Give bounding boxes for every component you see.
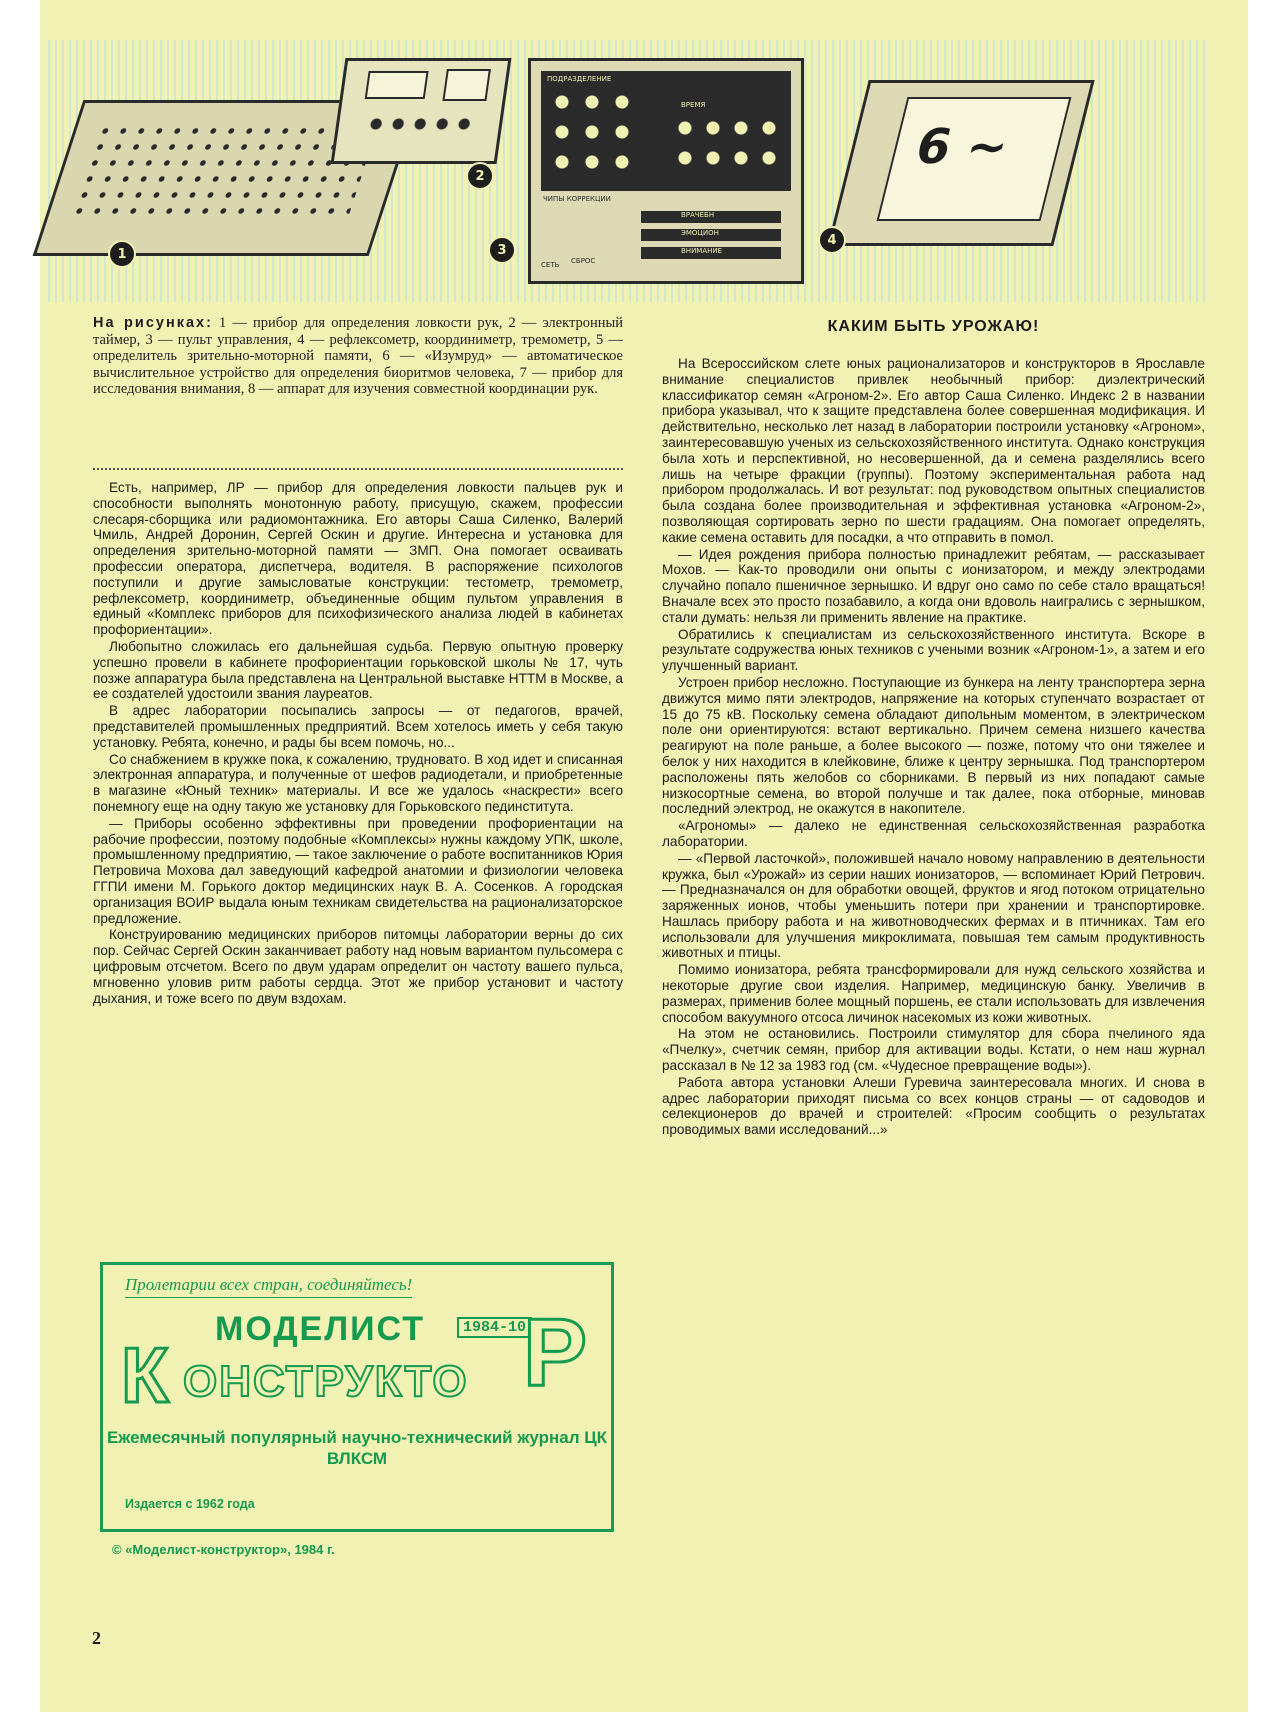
right-paragraph-8: На этом не остановились. Построили стимулятор для сбора пчелиного яда «Пчелку», счетчик семян, прибор для активации воды. Кстати, о нем наш журнал рассказал в № 12 за 1983 год (см. «Чудесное превращение воды»). xyxy=(662,1026,1205,1074)
magazine-masthead xyxy=(100,1262,614,1532)
console-strip-3: ВНИМАНИЕ xyxy=(641,247,781,259)
masthead-title-k: К xyxy=(121,1331,169,1419)
right-paragraph-3: Обратились к специалистам из сельскохозяйственного института. Вскоре в результате содружества юных техников с учеными возник «Агроном-1», а затем и его улучшенный вариант. xyxy=(662,626,1205,674)
left-paragraph-4: Со снабжением в кружке пока, к сожалению, трудновато. В ход идет и списанная электронная аппаратура, и полученные от шефов радиодетали, и приобретенные в магазине «Юный техник» материалы. И все же удалось «наскрести» всего понемногу еще на одну такую же установку для Горьковского пединститута. xyxy=(93,751,623,814)
right-paragraph-7: Помимо ионизатора, ребята трансформировали для нужд сельского хозяйства и некоторые другие свои изделия. Например, медицинскую банку. Увеличив в размерах, применив более мощный поршень, ее стали использовать для извлечения способом вакуумного отсоса личинок насекомых из кожи животных. xyxy=(662,962,1205,1025)
console-label-network: СЕТЬ xyxy=(541,261,560,269)
right-section-heading: КАКИМ БЫТЬ УРОЖАЮ! xyxy=(827,318,1040,335)
device-number-3: 3 xyxy=(488,236,516,264)
right-paragraph-4: Устроен прибор несложно. Поступающие из бункера на ленту транспортера зерна движутся мимо пяти электродов, напряжение на которых ступенчато возрастает от 15 до 75 кВ. Поскольку семена обладают дипольным моментом, в электрическом поле они ориентируются: встают вертикально. Причем семена низшего качества реагируют на поле раньше, а более высокого — позже, потому что они тяжелее и белок у них находится в клейковине, ближе к центру зернышка. Под транспортером расположены пять желобов со сборниками. В первый из них попадают самые низкосортные семена, во второй получше и так далее, пока отборные, миновав последний электрод, не окажутся в накопителе. xyxy=(662,674,1205,817)
device-number-2: 2 xyxy=(466,162,494,190)
caption-divider xyxy=(93,468,623,470)
devices-illustration xyxy=(48,40,1208,302)
page-number: 2 xyxy=(92,1628,101,1648)
console-label-time: ВРЕМЯ xyxy=(681,101,706,109)
masthead-slogan: Пролетарии всех стран, соединяйтесь! xyxy=(125,1275,412,1298)
masthead-description: Ежемесячный популярный научно-технический журнал ЦК ВЛКСМ xyxy=(106,1428,608,1468)
copyright-notice: © «Моделист-конструктор», 1984 г. xyxy=(112,1542,335,1557)
masthead-title-modelist: МОДЕЛИСТ xyxy=(215,1310,425,1348)
masthead-since: Издается с 1962 года xyxy=(125,1497,255,1511)
illustration-caption xyxy=(93,315,623,398)
console-label-subdivision: ПОДРАЗДЕЛЕНИЕ xyxy=(547,75,612,83)
console-strip-1: ВРАЧЕБН xyxy=(641,211,781,223)
right-paragraph-9: Работа автора установки Алеши Гуревича заинтересовала многих. И снова в адрес лаборатории приходят письма со всех концов страны — от садоводов и селекционеров до врачей и строителей: «Просим сообщить о результатах проводимых вами исследований...» xyxy=(662,1074,1205,1138)
masthead-title-r: Р xyxy=(523,1299,588,1406)
console-label-correction-chips: ЧИПЫ КОРРЕКЦИИ xyxy=(543,195,611,203)
device-control-console xyxy=(528,58,804,284)
right-paragraph-5: «Агрономы» — далеко не единственная сельскохозяйственная разработка лаборатории. xyxy=(662,818,1205,849)
biorhythm-wave: 6 ~ xyxy=(910,119,1015,175)
masthead-title-konstrukto: ОНСТРУКТО xyxy=(183,1357,469,1406)
console-label-reset: СБРОС xyxy=(571,257,596,265)
right-paragraph-2: — Идея рождения прибора полностью принадлежит ребятам, — рассказывает Мохов. — Как-то проводили они опыты с ионизатором, и между электродами случайно попало пшеничное зернышко. И вдруг оно само по себе стало вращаться! Вначале всех это просто позабавило, а когда они вдоволь наигрались с зернышком, стали думать: нельзя ли применить явление на практике. xyxy=(662,546,1205,625)
left-paragraph-1: Есть, например, ЛР — прибор для определения ловкости пальцев рук и способности выполнять монотонную работу, присущую, скажем, профессии слесаря-сборщика или радиомонтажника. Его авторы Саша Силенко, Валерий Чмиль, Андрей Доронин, Сергей Оскин и другие. Интересна и установка для определения зрительно-моторной памяти — ЗМП. Она помогает осваивать профессии оператора, диспетчера, водителя. В распоряжение психологов поступили и другие замысловатые конструкции: тестометр, тремометр, рефлексометр, координиметр, объединенные общим пультом управления в единый «Комплекс приборов для психофизического анализа людей в кабинетах профориентации». xyxy=(93,480,623,638)
device-number-1: 1 xyxy=(108,240,136,268)
left-paragraph-6: Конструированию медицинских приборов питомцы лаборатории верны до сих пор. Сейчас Сергей Оскин заканчивает работу над новым вариантом пульсомера с цифровым отсчетом. Всего по двум ударам определит он частоту вашего пульса, мгновенно уловив ритм работы сердца. Этот же прибор установит и частоту дыхания, и тоже всего по двум вздохам. xyxy=(93,927,623,1006)
left-paragraph-3: В адрес лаборатории посыпались запросы — от педагогов, врачей, представителей промышленных предприятий. Всем хотелось иметь у себя такую установку. Ребята, конечно, и рады бы всем помочь, но... xyxy=(93,703,623,750)
masthead-issue: 1984-10 xyxy=(457,1317,532,1338)
console-strip-2: ЭМОЦИОН xyxy=(641,229,781,241)
caption-text: 1 — прибор для определения ловкости рук, 2 — электронный таймер, 3 — пульт управления, 4 — рефлексометр, координиметр, тремометр, 5 — определитель зрительно-моторной памяти, 6 — «Изумруд» — автоматическое вычислительное устройство для определения биоритмов человека, 7 — прибор для исследования внимания, 8 — аппарат для изучения совместной координации рук. xyxy=(93,315,623,398)
device-biorhythm-screen xyxy=(827,80,1094,246)
left-paragraph-5: — Приборы особенно эффективны при проведении профориентации на рабочие профессии, поэтому подобные «Комплексы» нужны каждому УПК, школе, промышленному предприятию, — такое заключение о работе воспитанников Юрия Петровича Мохова дал заведующий кафедрой анатомии и физиологии человека ГГПИ имени М. Горького доктор медицинских наук В. А. Сосенков. А городская организация ВОИР выдала юным техникам свидетельства на рационализаторское предложение. xyxy=(93,815,623,926)
device-electronic-timer xyxy=(331,58,512,164)
left-article-column xyxy=(93,480,623,1007)
right-paragraph-1: На Всероссийском слете юных рационализаторов и конструкторов в Ярославле внимание специалистов привлек необычный прибор: диэлектрический классификатор семян «Агроном-2». Его автор Саша Силенко. Индекс 2 в названии прибора указывал, что к защите представлена более совершенная модификация. И действительно, несколько лет назад в лаборатории построили установку «Агроном», заинтересовавшую ученых из сельскохозяйственного института. Однако конструкция была хоть и перспективной, но несовершенной, да и семена разделялись всего лишь на четыре фракции (группы). Поэтому экспериментальная работа над прибором продолжалась. И вот результат: под руководством опытных специалистов была создана более производительная и эффективная установка «Агроном-2», позволяющая сортировать зерно по шести градациям. Она помогает определять, какие семена оставить для посадки, а что отправить в помол. xyxy=(662,356,1205,545)
left-paragraph-2: Любопытно сложилась его дальнейшая судьба. Первую опытную проверку успешно провели в кабинете профориентации горьковской школы № 17, чуть позже аппаратура была представлена на Центральной выставке НТТМ в Москве, а ее создателей удостоили звания лауреатов. xyxy=(93,638,623,702)
device-number-4: 4 xyxy=(818,226,846,254)
right-paragraph-6: — «Первой ласточкой», положившей начало новому направлению в деятельности кружка, был «Урожай» из серии наших ионизаторов, — вспоминает Юрий Петрович. — Предназначался он для обработки овощей, фруктов и ягод потоком отрицательно заряженных ионов, чтобы уменьшить потери при хранении и транспортировке. Нашлась прибору работа и на животноводческих фермах и в птичниках. Там его использовали для улучшения микроклимата, повышая тем самым продуктивность животных и птицы. xyxy=(662,850,1205,961)
caption-lead: На рисунках: xyxy=(93,315,213,331)
right-article-column xyxy=(662,356,1205,1139)
